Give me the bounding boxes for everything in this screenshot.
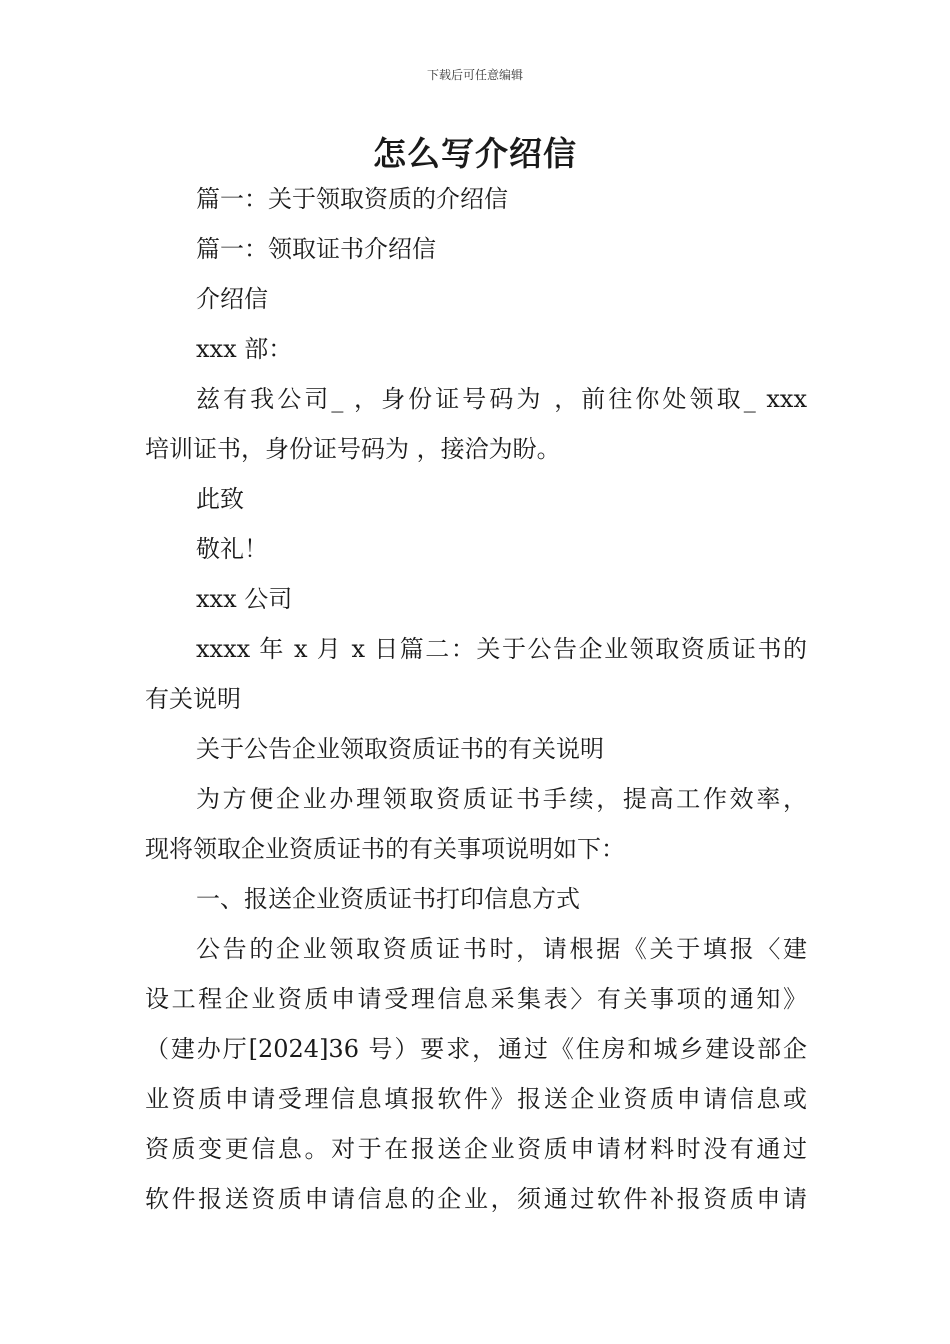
paragraph-line: （建办厅[2024]36 号）要求，通过《住房和城乡建设部企 [145, 1035, 807, 1063]
paragraph-line: 培训证书，身份证号码为 ，接洽为盼。 [145, 435, 561, 463]
paragraph-line: 软件报送资质申请信息的企业，须通过软件补报资质申请 [145, 1185, 807, 1213]
paragraph-line: 现将领取企业资质证书的有关事项说明如下： [145, 835, 625, 863]
paragraph-line: 关于公告企业领取资质证书的有关说明 [196, 735, 604, 763]
paragraph-line: xxxx 年 x 月 x 日篇二：关于公告企业领取资质证书的 [196, 635, 807, 663]
paragraph-line: 资质变更信息。对于在报送企业资质申请材料时没有通过 [145, 1135, 807, 1163]
paragraph-line: 篇一：关于领取资质的介绍信 [196, 185, 508, 213]
paragraph-line: xxx 公司 [196, 585, 293, 613]
paragraph-line: xxx 部： [196, 335, 293, 363]
paragraph-line: 介绍信 [196, 285, 268, 313]
paragraph-line: 兹有我公司_ ，身份证号码为 ，前往你处领取_ xxx [196, 385, 807, 413]
page-header-note: 下载后可任意编辑 [426, 68, 523, 82]
paragraph-line: 一、报送企业资质证书打印信息方式 [196, 885, 580, 913]
paragraph-line: 公告的企业领取资质证书时，请根据《关于填报〈建 [196, 935, 807, 963]
paragraph-line: 设工程企业资质申请受理信息采集表〉有关事项的通知》 [145, 985, 807, 1013]
paragraph-line: 业资质申请受理信息填报软件》报送企业资质申请信息或 [145, 1085, 807, 1113]
paragraph-line: 此致 [196, 485, 244, 513]
paragraph-line: 有关说明 [145, 685, 241, 713]
paragraph-line: 为方便企业办理领取资质证书手续，提高工作效率， [196, 785, 807, 813]
paragraph-line: 篇一：领取证书介绍信 [196, 235, 436, 263]
document-title: 怎么写介绍信 [373, 134, 577, 173]
paragraph-line: 敬礼！ [196, 535, 268, 563]
